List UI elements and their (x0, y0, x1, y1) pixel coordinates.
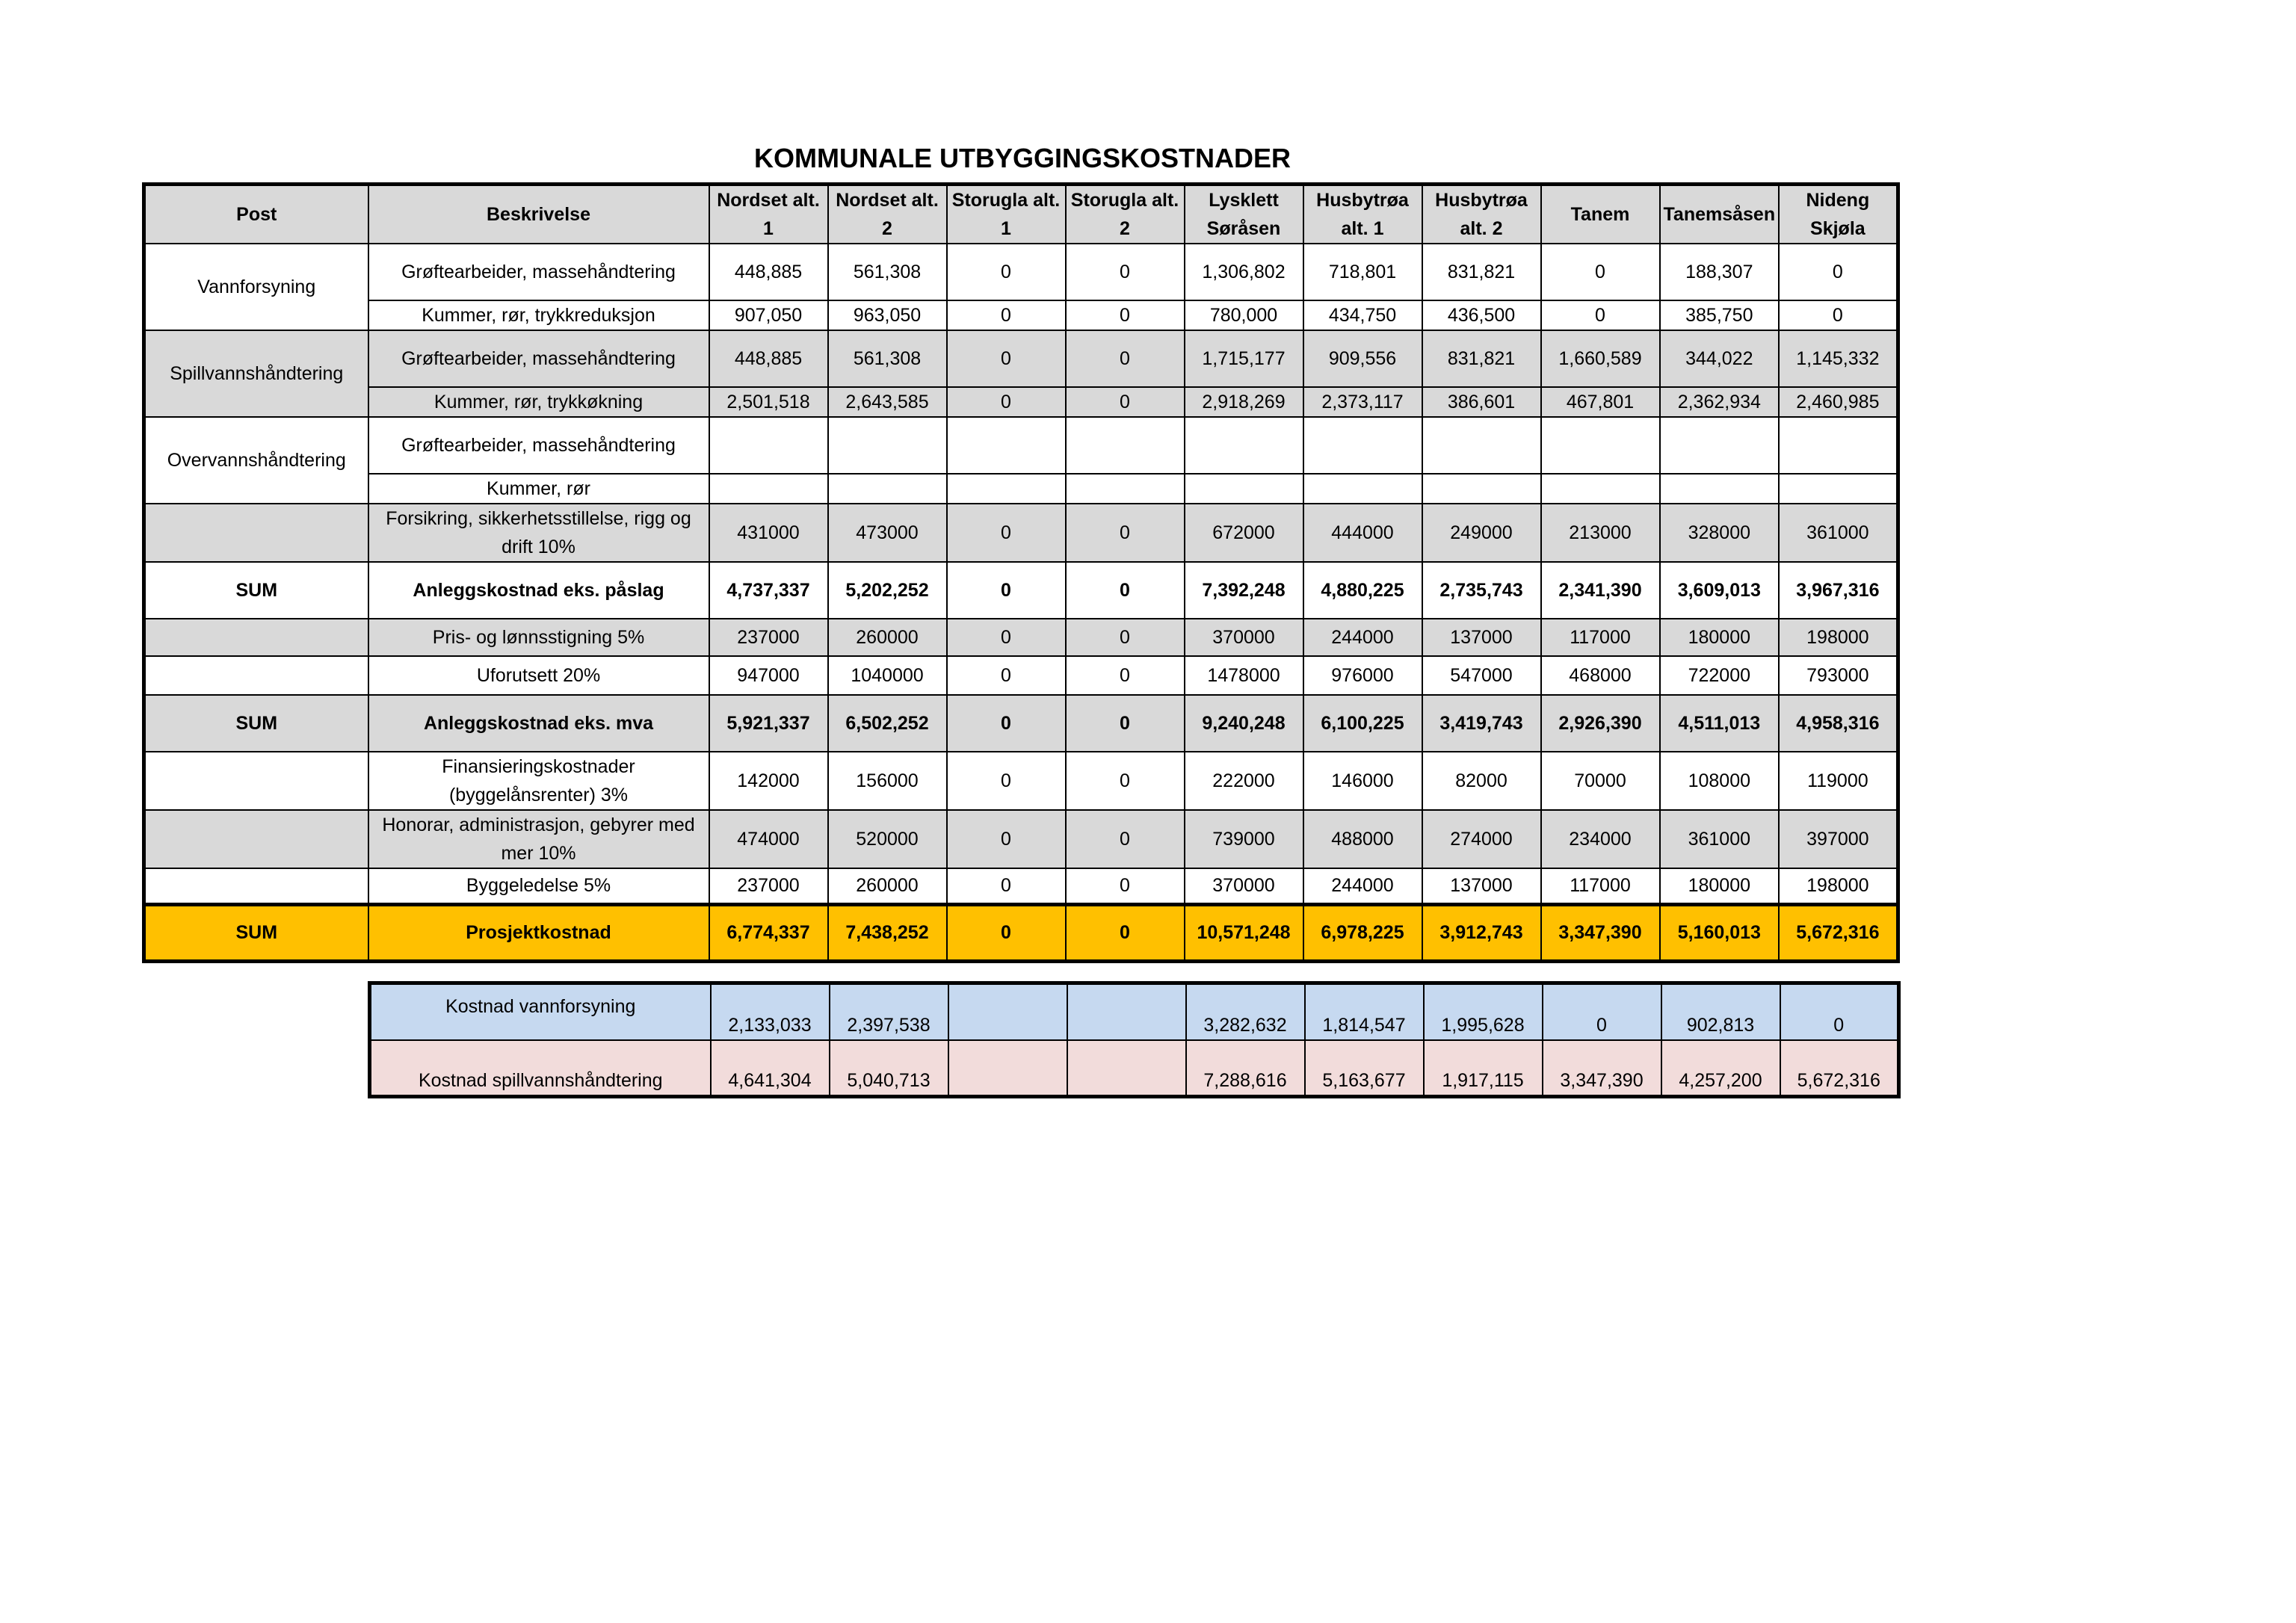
value-cell (1185, 474, 1303, 504)
value-cell (1185, 417, 1303, 474)
header-col: Lysklett Søråsen (1185, 185, 1303, 244)
value-cell: 2,643,585 (828, 387, 947, 417)
value-cell: 431000 (709, 504, 828, 562)
row-post: SUM (144, 695, 368, 752)
value-cell: 370000 (1185, 868, 1303, 904)
value-cell: 7,392,248 (1185, 562, 1303, 619)
summary-value-cell: 7,288,616 (1186, 1040, 1305, 1097)
value-cell: 119000 (1779, 752, 1898, 810)
summary-value-cell (948, 1040, 1067, 1097)
value-cell: 0 (947, 752, 1066, 810)
value-cell (1066, 474, 1185, 504)
row-desc: Pris- og lønnsstigning 5% (368, 619, 709, 656)
value-cell: 188,307 (1660, 244, 1780, 300)
value-cell: 10,571,248 (1185, 904, 1303, 961)
value-cell: 907,050 (709, 300, 828, 330)
value-cell: 434,750 (1303, 300, 1422, 330)
summary-value-cell: 0 (1780, 983, 1899, 1040)
header-col: Nideng Skjøla (1779, 185, 1898, 244)
group-spillvannshandtering: Spillvannshåndtering (144, 330, 368, 417)
row-desc: Anleggskostnad eks. mva (368, 695, 709, 752)
table-row (144, 752, 1898, 810)
row-post (144, 810, 368, 868)
row-desc: Kummer, rør, trykkøkning (368, 387, 709, 417)
value-cell: 9,240,248 (1185, 695, 1303, 752)
summary-value-cell: 5,040,713 (830, 1040, 948, 1097)
table-row (144, 244, 1898, 300)
table-row (144, 868, 1898, 904)
value-cell: 780,000 (1185, 300, 1303, 330)
summary-value-cell (1067, 983, 1186, 1040)
value-cell: 3,609,013 (1660, 562, 1780, 619)
value-cell: 4,958,316 (1779, 695, 1898, 752)
row-post: SUM (144, 562, 368, 619)
value-cell: 2,341,390 (1541, 562, 1660, 619)
value-cell: 467,801 (1541, 387, 1660, 417)
value-cell (947, 417, 1066, 474)
summary-value-cell: 2,133,033 (711, 983, 830, 1040)
value-cell: 739000 (1185, 810, 1303, 868)
value-cell: 718,801 (1303, 244, 1422, 300)
value-cell: 2,501,518 (709, 387, 828, 417)
value-cell: 448,885 (709, 244, 828, 300)
value-cell: 0 (1066, 387, 1185, 417)
value-cell: 397000 (1779, 810, 1898, 868)
value-cell: 137000 (1422, 868, 1541, 904)
value-cell: 0 (1066, 300, 1185, 330)
sum-row-prosjektkostnad (144, 904, 1898, 961)
value-cell: 4,737,337 (709, 562, 828, 619)
sum-row (144, 562, 1898, 619)
row-desc: Honorar, administrasjon, gebyrer med mer 10% (368, 810, 709, 868)
value-cell: 361000 (1660, 810, 1780, 868)
summary-value-cell: 1,814,547 (1305, 983, 1424, 1040)
value-cell: 70000 (1541, 752, 1660, 810)
summary-value-cell: 4,641,304 (711, 1040, 830, 1097)
table-row (144, 330, 1898, 387)
value-cell: 0 (947, 619, 1066, 656)
value-cell: 520000 (828, 810, 947, 868)
value-cell: 1,306,802 (1185, 244, 1303, 300)
value-cell: 1,145,332 (1779, 330, 1898, 387)
value-cell: 473000 (828, 504, 947, 562)
value-cell: 3,912,743 (1422, 904, 1541, 961)
value-cell: 831,821 (1422, 330, 1541, 387)
value-cell: 260000 (828, 619, 947, 656)
group-vannforsyning: Vannforsyning (144, 244, 368, 330)
value-cell: 249000 (1422, 504, 1541, 562)
value-cell: 561,308 (828, 244, 947, 300)
value-cell (709, 417, 828, 474)
value-cell: 0 (1779, 300, 1898, 330)
value-cell: 1478000 (1185, 656, 1303, 695)
value-cell: 0 (947, 904, 1066, 961)
row-desc: Kummer, rør (368, 474, 709, 504)
row-desc: Finansieringskostnader (byggelånsrenter) 3% (368, 752, 709, 810)
row-desc: Prosjektkostnad (368, 904, 709, 961)
value-cell: 0 (947, 244, 1066, 300)
summary-value-cell: 2,397,538 (830, 983, 948, 1040)
value-cell: 3,347,390 (1541, 904, 1660, 961)
header-col: Husbytrøa alt. 2 (1422, 185, 1541, 244)
value-cell: 0 (947, 330, 1066, 387)
value-cell: 4,511,013 (1660, 695, 1780, 752)
table-row (144, 656, 1898, 695)
value-cell: 0 (1066, 695, 1185, 752)
value-cell: 947000 (709, 656, 828, 695)
value-cell: 0 (947, 810, 1066, 868)
value-cell: 156000 (828, 752, 947, 810)
header-col: Nordset alt. 2 (828, 185, 947, 244)
value-cell: 117000 (1541, 868, 1660, 904)
value-cell (1303, 417, 1422, 474)
value-cell: 213000 (1541, 504, 1660, 562)
value-cell: 5,921,337 (709, 695, 828, 752)
group-overvannshandtering: Overvannshåndtering (144, 417, 368, 504)
value-cell: 0 (947, 868, 1066, 904)
summary-row-vannforsyning (370, 983, 1899, 1040)
value-cell: 0 (947, 562, 1066, 619)
row-desc: Grøftearbeider, massehåndtering (368, 417, 709, 474)
value-cell: 0 (1066, 619, 1185, 656)
value-cell: 4,880,225 (1303, 562, 1422, 619)
value-cell: 2,926,390 (1541, 695, 1660, 752)
value-cell: 0 (1066, 504, 1185, 562)
row-post (144, 752, 368, 810)
value-cell: 488000 (1303, 810, 1422, 868)
value-cell: 1,660,589 (1541, 330, 1660, 387)
value-cell (1541, 417, 1660, 474)
value-cell: 448,885 (709, 330, 828, 387)
value-cell: 6,502,252 (828, 695, 947, 752)
value-cell: 222000 (1185, 752, 1303, 810)
value-cell: 0 (1066, 904, 1185, 961)
value-cell: 5,160,013 (1660, 904, 1780, 961)
value-cell: 344,022 (1660, 330, 1780, 387)
value-cell: 0 (1066, 810, 1185, 868)
summary-value-cell: 0 (1543, 983, 1661, 1040)
summary-value-cell (1067, 1040, 1186, 1097)
value-cell: 237000 (709, 619, 828, 656)
value-cell (1779, 474, 1898, 504)
cost-table (142, 182, 1900, 963)
value-cell: 0 (947, 300, 1066, 330)
value-cell: 198000 (1779, 619, 1898, 656)
value-cell: 561,308 (828, 330, 947, 387)
value-cell: 547000 (1422, 656, 1541, 695)
summary-value-cell: 902,813 (1661, 983, 1780, 1040)
value-cell: 108000 (1660, 752, 1780, 810)
value-cell: 180000 (1660, 619, 1780, 656)
value-cell: 3,967,316 (1779, 562, 1898, 619)
value-cell: 1,715,177 (1185, 330, 1303, 387)
table-row (144, 417, 1898, 474)
value-cell (1541, 474, 1660, 504)
summary-label: Kostnad spillvannshåndtering (370, 1040, 711, 1097)
value-cell (947, 474, 1066, 504)
value-cell: 0 (1066, 752, 1185, 810)
value-cell: 244000 (1303, 868, 1422, 904)
value-cell: 436,500 (1422, 300, 1541, 330)
page-title: KOMMUNALE UTBYGGINGSKOSTNADER (754, 143, 1291, 173)
table-row (144, 387, 1898, 417)
value-cell: 370000 (1185, 619, 1303, 656)
value-cell (828, 417, 947, 474)
row-post (144, 504, 368, 562)
value-cell (1422, 474, 1541, 504)
value-cell: 0 (947, 695, 1066, 752)
sum-row (144, 695, 1898, 752)
value-cell: 0 (1541, 300, 1660, 330)
value-cell: 909,556 (1303, 330, 1422, 387)
value-cell: 7,438,252 (828, 904, 947, 961)
summary-label: Kostnad vannforsyning (370, 983, 711, 1040)
value-cell: 2,735,743 (1422, 562, 1541, 619)
value-cell: 2,362,934 (1660, 387, 1780, 417)
value-cell: 0 (1066, 562, 1185, 619)
value-cell: 0 (1541, 244, 1660, 300)
value-cell: 234000 (1541, 810, 1660, 868)
summary-value-cell: 5,672,316 (1780, 1040, 1899, 1097)
value-cell: 385,750 (1660, 300, 1780, 330)
table-row (144, 810, 1898, 868)
value-cell: 0 (1066, 656, 1185, 695)
value-cell: 0 (1066, 330, 1185, 387)
value-cell: 976000 (1303, 656, 1422, 695)
row-post (144, 868, 368, 904)
row-desc: Grøftearbeider, massehåndtering (368, 244, 709, 300)
value-cell: 2,918,269 (1185, 387, 1303, 417)
value-cell: 831,821 (1422, 244, 1541, 300)
value-cell (1066, 417, 1185, 474)
table-row (144, 504, 1898, 562)
value-cell: 244000 (1303, 619, 1422, 656)
row-desc: Anleggskostnad eks. påslag (368, 562, 709, 619)
value-cell: 793000 (1779, 656, 1898, 695)
value-cell: 260000 (828, 868, 947, 904)
summary-table (368, 981, 1901, 1098)
value-cell: 82000 (1422, 752, 1541, 810)
value-cell: 6,774,337 (709, 904, 828, 961)
value-cell: 328000 (1660, 504, 1780, 562)
value-cell: 2,460,985 (1779, 387, 1898, 417)
value-cell: 0 (1066, 868, 1185, 904)
summary-row-spillvannshandtering (370, 1040, 1899, 1097)
value-cell: 137000 (1422, 619, 1541, 656)
header-col: Tanem (1541, 185, 1660, 244)
value-cell: 3,419,743 (1422, 695, 1541, 752)
summary-value-cell: 3,282,632 (1186, 983, 1305, 1040)
header-col: Tanemsåsen (1660, 185, 1780, 244)
row-post: SUM (144, 904, 368, 961)
value-cell (1422, 417, 1541, 474)
summary-value-cell: 5,163,677 (1305, 1040, 1424, 1097)
table-row (144, 300, 1898, 330)
table-row (144, 474, 1898, 504)
summary-value-cell: 1,917,115 (1424, 1040, 1543, 1097)
header-col: Nordset alt. 1 (709, 185, 828, 244)
summary-value-cell (948, 983, 1067, 1040)
row-post (144, 619, 368, 656)
value-cell (1660, 474, 1780, 504)
header-col: Storugla alt. 1 (947, 185, 1066, 244)
value-cell (1660, 417, 1780, 474)
row-desc: Forsikring, sikkerhetsstillelse, rigg og drift 10% (368, 504, 709, 562)
header-col: Storugla alt. 2 (1066, 185, 1185, 244)
header-col: Husbytrøa alt. 1 (1303, 185, 1422, 244)
value-cell: 0 (947, 504, 1066, 562)
value-cell: 444000 (1303, 504, 1422, 562)
value-cell: 386,601 (1422, 387, 1541, 417)
value-cell (1779, 417, 1898, 474)
header-row (144, 185, 1898, 244)
value-cell (709, 474, 828, 504)
value-cell: 198000 (1779, 868, 1898, 904)
value-cell: 0 (1779, 244, 1898, 300)
header-beskrivelse: Beskrivelse (368, 185, 709, 244)
row-desc: Grøftearbeider, massehåndtering (368, 330, 709, 387)
value-cell: 237000 (709, 868, 828, 904)
summary-value-cell: 3,347,390 (1543, 1040, 1661, 1097)
value-cell: 722000 (1660, 656, 1780, 695)
value-cell: 0 (947, 387, 1066, 417)
value-cell: 468000 (1541, 656, 1660, 695)
row-desc: Kummer, rør, trykkreduksjon (368, 300, 709, 330)
value-cell: 6,978,225 (1303, 904, 1422, 961)
value-cell: 474000 (709, 810, 828, 868)
value-cell: 963,050 (828, 300, 947, 330)
value-cell: 6,100,225 (1303, 695, 1422, 752)
row-desc: Byggeledelse 5% (368, 868, 709, 904)
header-post: Post (144, 185, 368, 244)
value-cell: 180000 (1660, 868, 1780, 904)
row-post (144, 656, 368, 695)
value-cell: 274000 (1422, 810, 1541, 868)
value-cell: 0 (947, 656, 1066, 695)
row-desc: Uforutsett 20% (368, 656, 709, 695)
value-cell (1303, 474, 1422, 504)
value-cell: 117000 (1541, 619, 1660, 656)
value-cell: 2,373,117 (1303, 387, 1422, 417)
value-cell: 142000 (709, 752, 828, 810)
summary-value-cell: 4,257,200 (1661, 1040, 1780, 1097)
value-cell (828, 474, 947, 504)
value-cell: 361000 (1779, 504, 1898, 562)
value-cell: 5,202,252 (828, 562, 947, 619)
table-row (144, 619, 1898, 656)
summary-value-cell: 1,995,628 (1424, 983, 1543, 1040)
value-cell: 0 (1066, 244, 1185, 300)
value-cell: 1040000 (828, 656, 947, 695)
value-cell: 5,672,316 (1779, 904, 1898, 961)
value-cell: 672000 (1185, 504, 1303, 562)
value-cell: 146000 (1303, 752, 1422, 810)
